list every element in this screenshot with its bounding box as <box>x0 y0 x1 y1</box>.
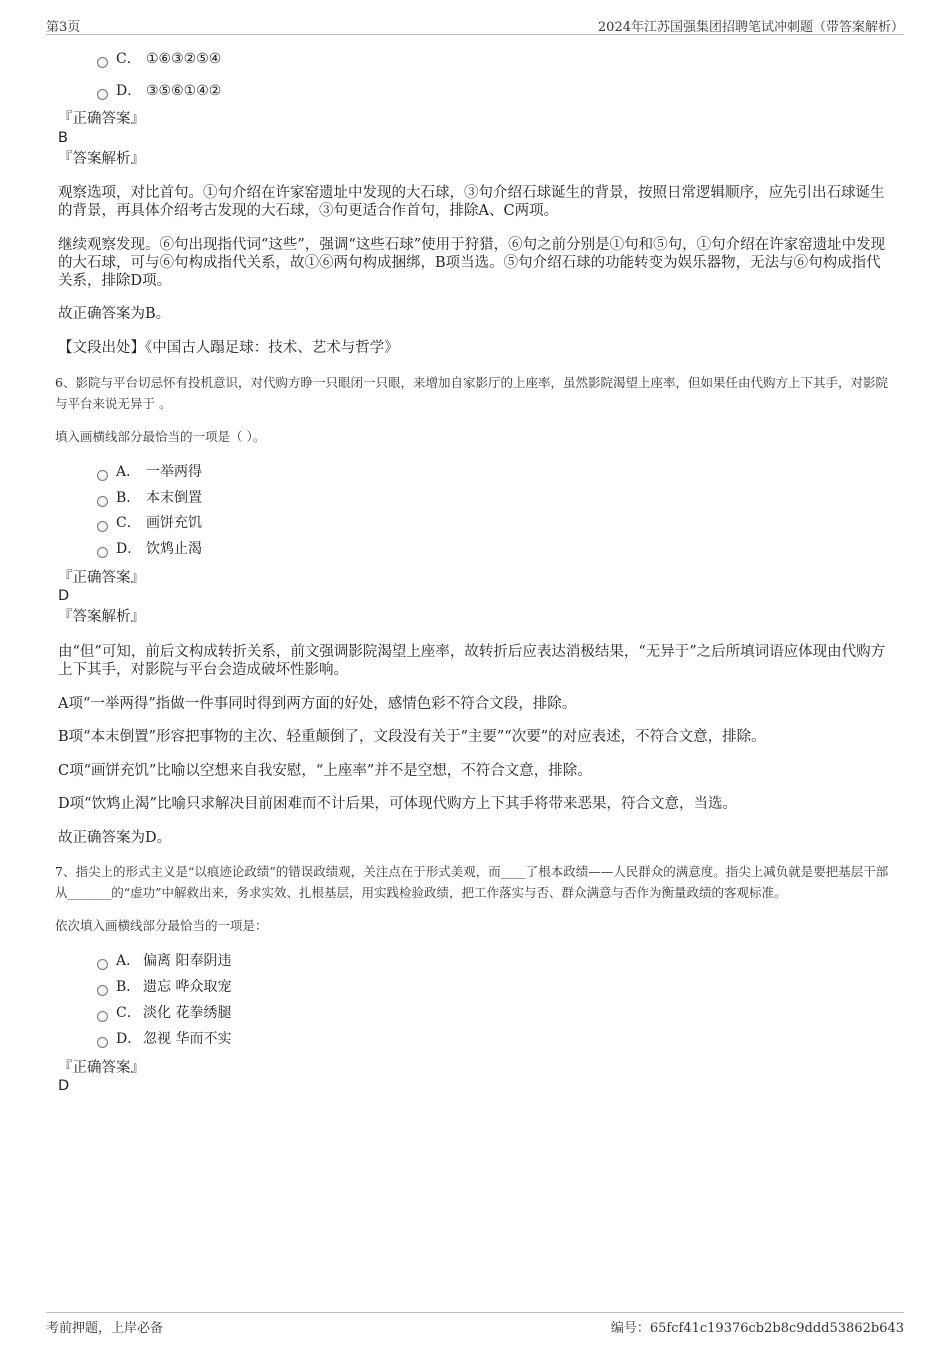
radio-button-icon[interactable] <box>97 496 108 507</box>
page-footer <box>46 1312 904 1341</box>
analysis-label: 『答案解析』 <box>58 151 145 167</box>
radio-button-icon[interactable] <box>97 985 108 996</box>
answer-label: 『正确答案』 <box>58 111 145 127</box>
option-c[interactable]: C． 淡化 花拳绣腿 <box>97 1004 231 1022</box>
analysis-option-b: B项“本末倒置”形容把事物的主次、轻重颠倒了，文段没有关于“主要”“次要”的对应表述，不符合文意，排除。 <box>58 729 766 745</box>
option-d[interactable]: D． ③⑤⑥①④② <box>97 82 221 100</box>
source-citation: 【文段出处】《中国古人蹋足球：技术、艺术与哲学》 <box>58 340 399 356</box>
radio-button-icon[interactable] <box>97 547 108 558</box>
option-d[interactable]: D． 饮鸩止渴 <box>97 540 202 558</box>
answer-label: 『正确答案』 <box>58 1060 145 1076</box>
option-a[interactable]: A． 偏离 阳奉阴违 <box>97 952 231 970</box>
footer-slogan: 考前押题，上岸必备 <box>46 1321 164 1336</box>
option-c[interactable]: C． ①⑥③②⑤④ <box>97 50 221 68</box>
option-b[interactable]: B． 遗忘 哗众取宠 <box>97 978 231 996</box>
radio-button-icon[interactable] <box>97 1037 108 1048</box>
answer-value: B <box>58 130 68 146</box>
analysis-conclusion: 故正确答案为B。 <box>58 306 171 322</box>
radio-button-icon[interactable] <box>97 89 108 100</box>
radio-button-icon[interactable] <box>97 1011 108 1022</box>
radio-button-icon[interactable] <box>97 959 108 970</box>
option-a[interactable]: A． 一举两得 <box>97 463 202 481</box>
analysis-paragraph: 继续观察发现。⑥句出现指代词“这些”，强调“这些石球”使用于狩猎，⑥句之前分别是①句和⑤句，①句介绍在许家窑遗址中发现的大石球，可与⑥句构成指代关系，故①⑥两句构成捆绑，B项当选。⑤句介绍石球的功能转变为娱乐器物，无法与⑥句构成指代关系，排除D项。 <box>58 237 886 289</box>
document-title: 2024年江苏国强集团招聘笔试冲刺题（带答案解析） <box>597 20 904 35</box>
question-7-stem: 7、指尖上的形式主义是“以痕迹论政绩”的错误政绩观，关注点在于形式美观，而____了根本政绩——人民群众的满意度。指尖上减负就是要把基层干部从_______的“虚功”中解救出来，务求实效、扎根基层，用实践检验政绩，把工作落实与否、群众满意与否作为衡量政绩的客观标准。 <box>55 864 889 900</box>
page-number: 第3页 <box>46 20 81 35</box>
analysis-option-d: D项“饮鸩止渴”比喻只求解决目前困难而不计后果，可体现代购方上下其手将带来恶果，符合文意，当选。 <box>58 796 737 812</box>
question-6-prompt: 填入画横线部分最恰当的一项是（ ）。 <box>55 429 266 444</box>
radio-button-icon[interactable] <box>97 521 108 532</box>
analysis-paragraph: 由“但”可知，前后文构成转折关系，前文强调影院渴望上座率，故转折后应表达消极结果，“无异于”之后所填词语应体现由代购方上下其手，对影院与平台会造成破坏性影响。 <box>58 644 886 678</box>
answer-label: 『正确答案』 <box>58 570 145 586</box>
question-7-prompt: 依次填入画横线部分最恰当的一项是： <box>55 918 268 933</box>
question-6-stem: 6、影院与平台切忌怀有投机意识，对代购方睁一只眼闭一只眼，来增加自家影厅的上座率，虽然影院渴望上座率，但如果任由代购方上下其手，对影院与平台来说无异于 。 <box>55 375 888 411</box>
analysis-label: 『答案解析』 <box>58 609 145 625</box>
radio-button-icon[interactable] <box>97 57 108 68</box>
analysis-option-a: A项“一举两得”指做一件事同时得到两方面的好处，感情色彩不符合文段，排除。 <box>58 696 577 712</box>
analysis-paragraph: 观察选项，对比首句。①句介绍在许家窑遗址中发现的大石球，③句介绍石球诞生的背景，按照日常逻辑顺序，应先引出石球诞生的背景，再具体介绍考古发现的大石球，③句更适合作首句，排除A、C两项。 <box>58 185 885 219</box>
document-serial: 编号：65fcf41c19376cb2b8c9ddd53862b643 <box>610 1321 904 1336</box>
radio-button-icon[interactable] <box>97 470 108 481</box>
option-c[interactable]: C． 画饼充饥 <box>97 514 202 532</box>
answer-value: D <box>58 588 70 604</box>
answer-value: D <box>58 1078 70 1094</box>
analysis-option-c: C项“画饼充饥”比喻以空想来自我安慰，“上座率”并不是空想，不符合文意，排除。 <box>58 763 592 779</box>
option-d[interactable]: D． 忽视 华而不实 <box>97 1030 231 1048</box>
option-b[interactable]: B． 本末倒置 <box>97 489 202 507</box>
page-header <box>46 14 904 35</box>
analysis-conclusion: 故正确答案为D。 <box>58 830 172 846</box>
